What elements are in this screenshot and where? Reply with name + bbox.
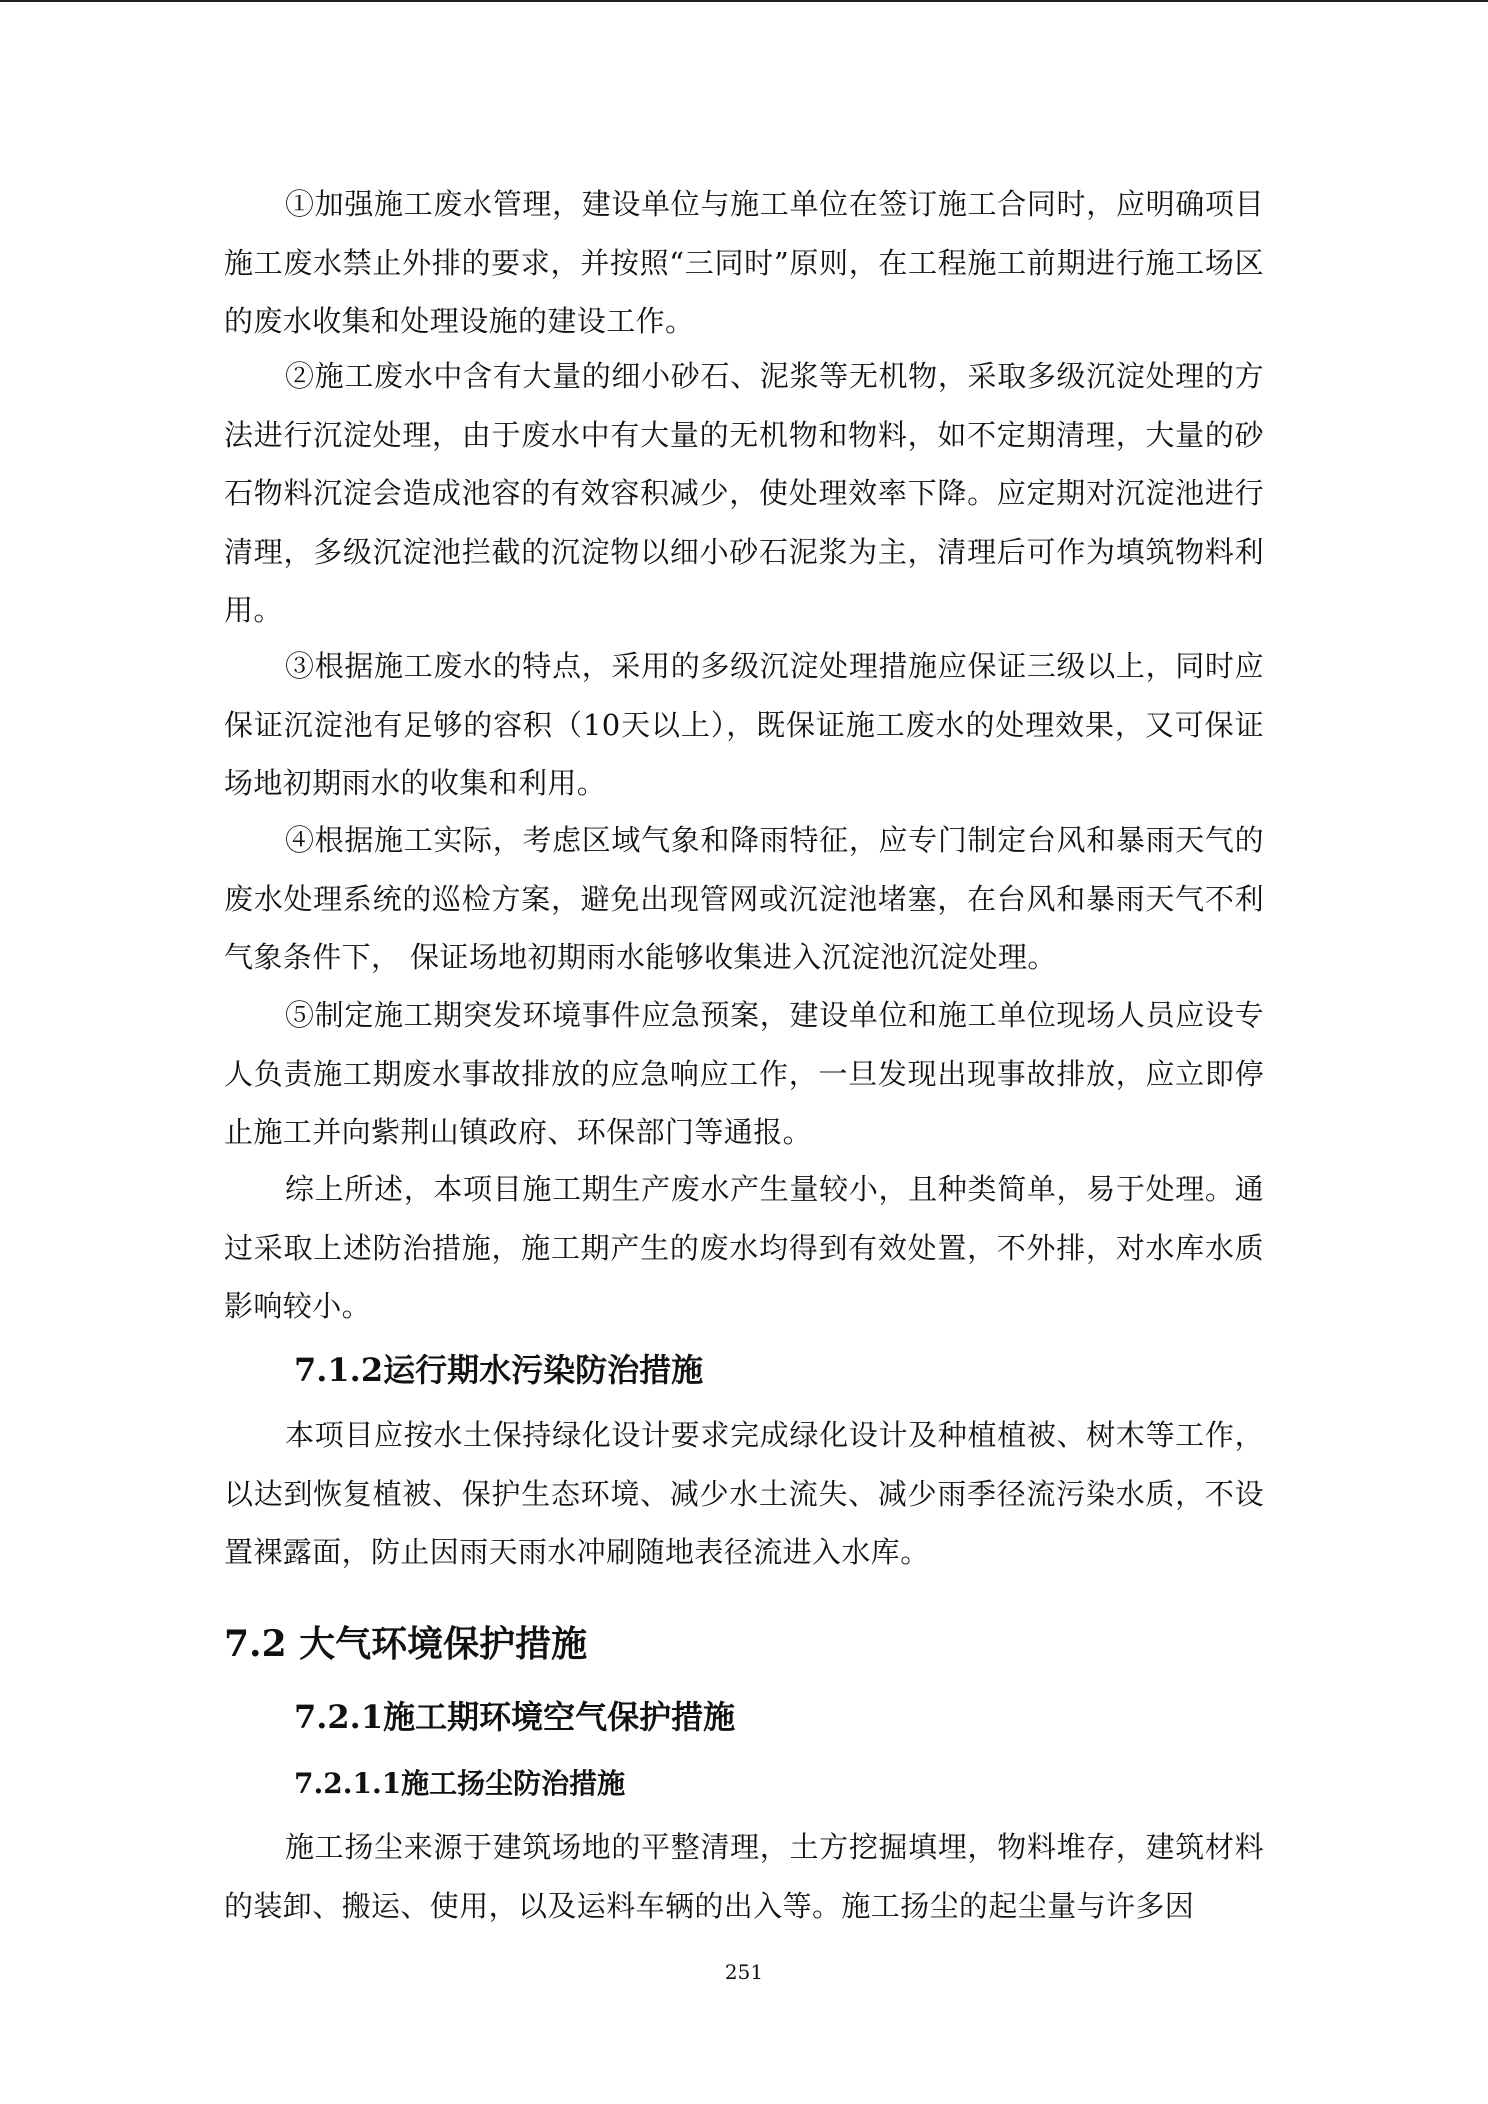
heading-7-2-1: 7.2.1施工期环境空气保护措施 <box>294 1698 736 1736</box>
paragraph-sedimentation-treatment: ②施工废水中含有大量的细小砂石、泥浆等无机物，采取多级沉淀处理的方法进行沉淀处理，由于废水中有大量的无机物和物料，如不定期清理，大量的砂石物料沉淀会造成池容的有效容积减少，使处理效率下降。应定期对沉淀池进行清理，多级沉淀池拦截的沉淀物以细小砂石泥浆为主，清理后可作为填筑物料利用。 <box>224 359 1264 627</box>
paragraph-operation-water-pollution: 本项目应按水土保持绿化设计要求完成绿化设计及种植植被、树木等工作，以达到恢复植被、保护生态环境、减少水土流失、减少雨季径流污染水质，不设置裸露面，防止因雨天雨水冲刷随地表径流进入水库。 <box>224 1418 1264 1569</box>
paragraph-sedimentation-levels: ③根据施工废水的特点，采用的多级沉淀处理措施应保证三级以上，同时应保证沉淀池有足够的容积（10天以上），既保证施工废水的处理效果，又可保证场地初期雨水的收集和利用。 <box>224 649 1264 800</box>
paragraph-emergency-plan: ⑤制定施工期突发环境事件应急预案，建设单位和施工单位现场人员应设专人负责施工期废水事故排放的应急响应工作，一旦发现出现事故排放，应立即停止施工并向紫荆山镇政府、环保部门等通报。 <box>224 998 1264 1149</box>
page-number: 251 <box>724 1960 764 1984</box>
heading-7-1-2: 7.1.2运行期水污染防治措施 <box>294 1351 704 1389</box>
paragraph-wastewater-management: ①加强施工废水管理，建设单位与施工单位在签订施工合同时，应明确项目施工废水禁止外排的要求，并按照“三同时”原则，在工程施工前期进行施工场区的废水收集和处理设施的建设工作。 <box>224 187 1264 338</box>
paragraph-construction-dust: 施工扬尘来源于建筑场地的平整清理，土方挖掘填埋，物料堆存，建筑材料的装卸、搬运、使用，以及运料车辆的出入等。施工扬尘的起尘量与许多因 <box>224 1830 1264 1923</box>
paragraph-storm-inspection: ④根据施工实际，考虑区域气象和降雨特征，应专门制定台风和暴雨天气的废水处理系统的巡检方案，避免出现管网或沉淀池堵塞，在台风和暴雨天气不利气象条件下， 保证场地初期雨水能够收集进入沉淀池沉淀处理。 <box>224 823 1264 974</box>
heading-7-2-1-1: 7.2.1.1施工扬尘防治措施 <box>294 1767 626 1800</box>
paragraph-summary: 综上所述，本项目施工期生产废水产生量较小，且种类简单，易于处理。通过采取上述防治措施，施工期产生的废水均得到有效处置，不外排，对水库水质影响较小。 <box>224 1172 1264 1323</box>
heading-7-2: 7.2 大气环境保护措施 <box>224 1623 588 1665</box>
